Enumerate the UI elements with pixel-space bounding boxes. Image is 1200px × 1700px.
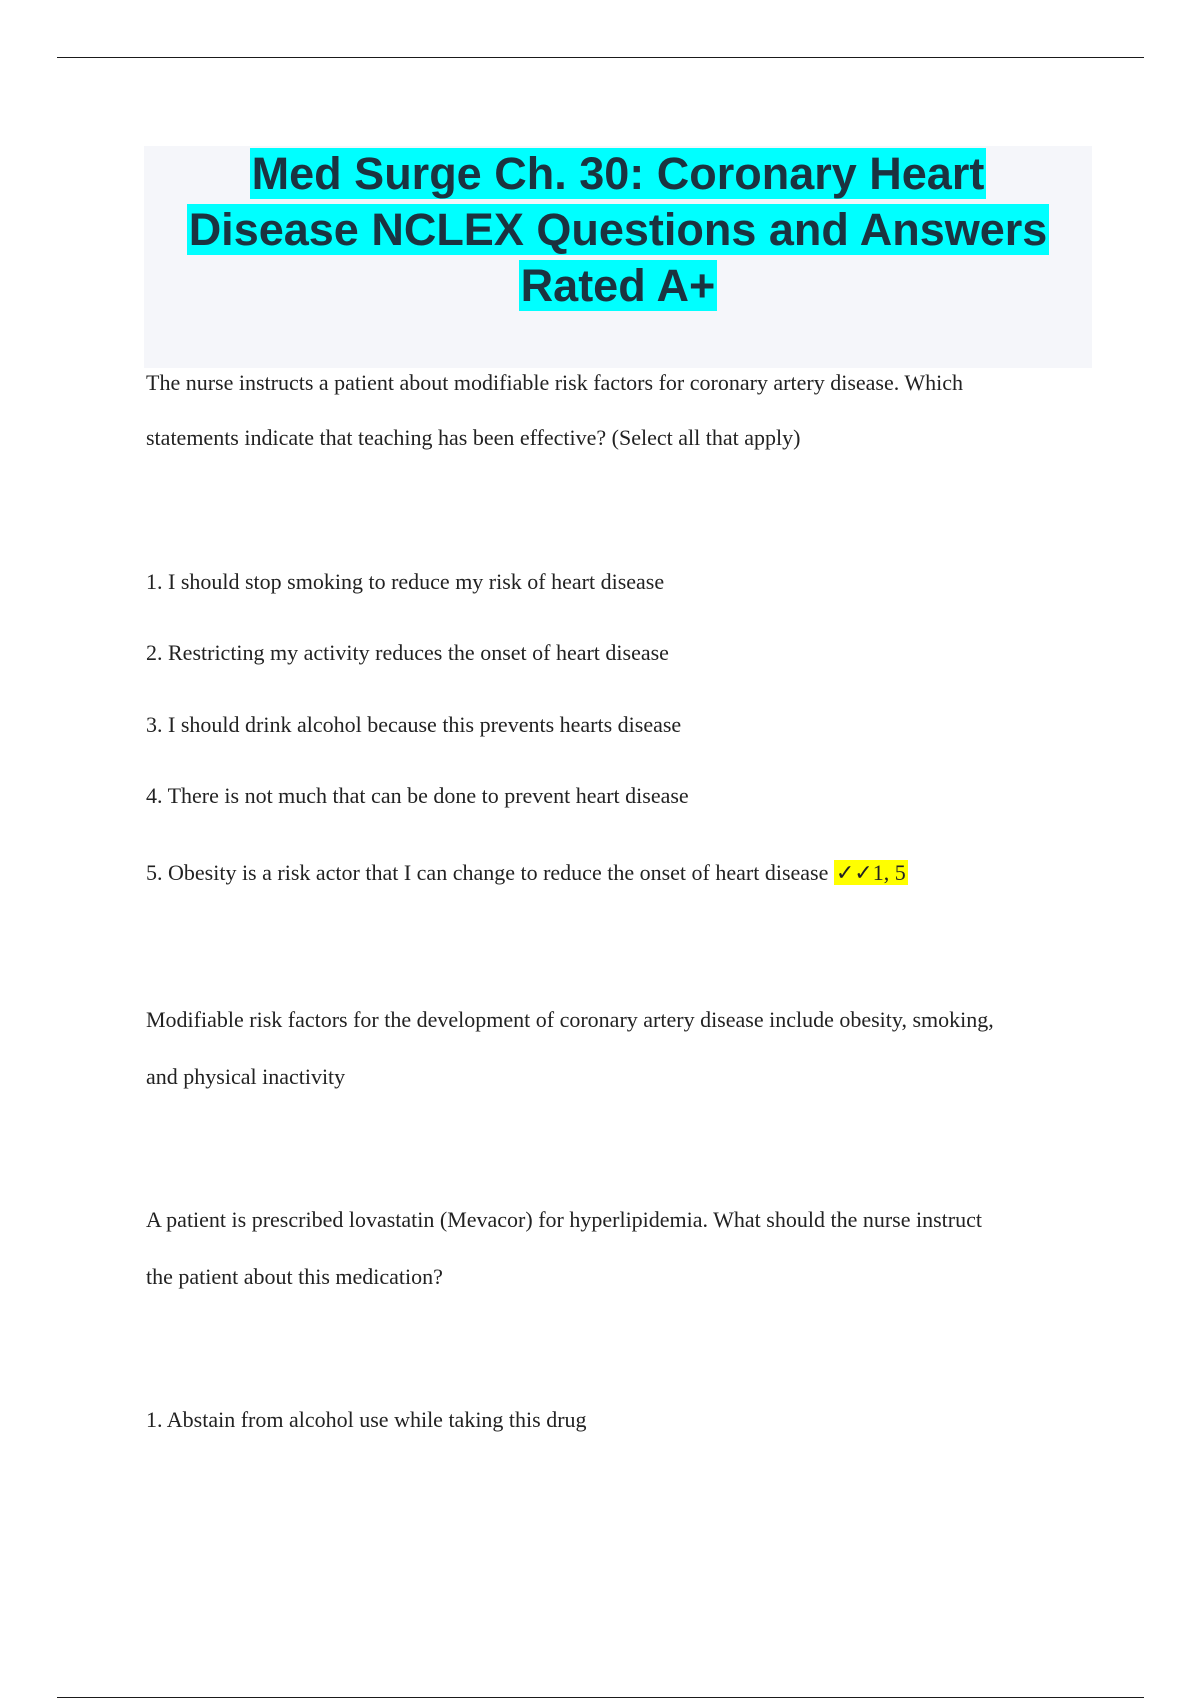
question-1-rationale-line-2: and physical inactivity <box>146 1064 346 1089</box>
question-2-stem-line-1: A patient is prescribed lovastatin (Mevacor) for hyperlipidemia. What should the nurse instruct <box>146 1207 982 1232</box>
question-1-rationale-line-1: Modifiable risk factors for the development of coronary artery disease include obesity, smoking, <box>146 1007 994 1032</box>
title-line-3: Rated A+ <box>520 260 716 311</box>
question-1-stem-line-2: statements indicate that teaching has been effective? (Select all that apply) <box>146 425 801 450</box>
question-2-option-1: 1. Abstain from alcohol use while taking this drug <box>146 1407 587 1432</box>
question-1-stem-line-1: The nurse instructs a patient about modifiable risk factors for coronary artery disease. Which <box>146 370 963 395</box>
question-1-answer: 1, 5 <box>872 860 906 885</box>
question-1-option-5-line <box>146 845 908 902</box>
question-1-option-1: 1. I should stop smoking to reduce my risk of heart disease <box>146 569 665 594</box>
title-box <box>144 146 1092 368</box>
bottom-rule <box>57 1697 1144 1698</box>
top-rule <box>57 57 1144 58</box>
question-1-option-5: 5. Obesity is a risk actor that I can change to reduce the onset of heart disease <box>146 860 834 885</box>
question-2-stem-line-2: the patient about this medication? <box>146 1264 443 1289</box>
question-1-option-4: 4. There is not much that can be done to prevent heart disease <box>146 783 689 808</box>
title-line-1: Med Surge Ch. 30: Coronary Heart <box>251 148 985 199</box>
question-1-option-2: 2. Restricting my activity reduces the onset of heart disease <box>146 640 669 665</box>
document-title <box>144 146 1092 314</box>
answer-highlight <box>834 860 908 885</box>
checkmark-icon: ✓✓ <box>835 861 873 886</box>
question-1-option-3: 3. I should drink alcohol because this prevents hearts disease <box>146 712 682 737</box>
title-line-2: Disease NCLEX Questions and Answers <box>188 204 1048 255</box>
